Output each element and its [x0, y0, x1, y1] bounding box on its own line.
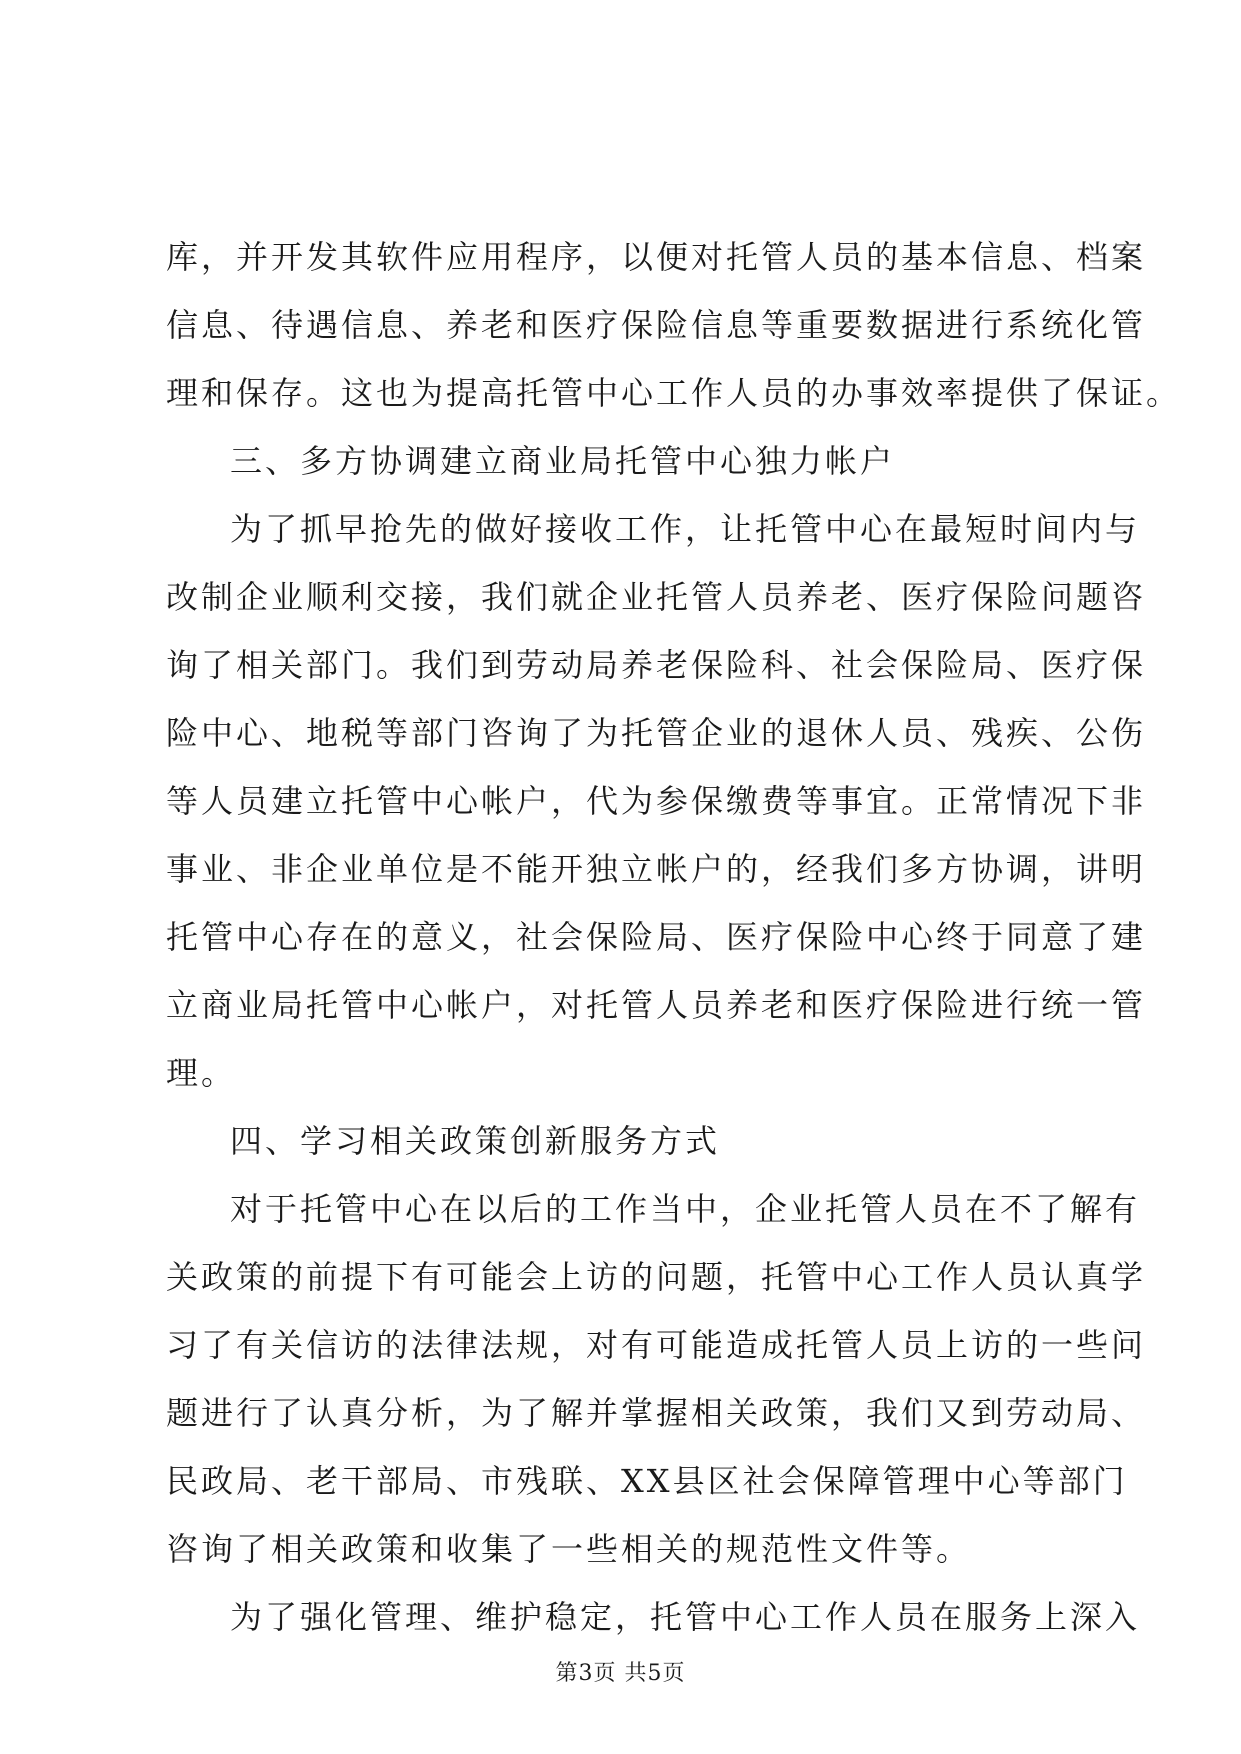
body-text-line: 对于托管中心在以后的工作当中，企业托管人员在不了解有: [230, 1190, 1141, 1228]
page-footer: 第3页 共5页: [555, 1661, 686, 1686]
section-heading-4: 四、学习相关政策创新服务方式: [230, 1122, 721, 1160]
body-text-line: 为了抓早抢先的做好接收工作，让托管中心在最短时间内与: [230, 510, 1141, 548]
body-text-line: 改制企业顺利交接，我们就企业托管人员养老、医疗保险问题咨: [166, 578, 1147, 616]
body-text-line: 信息、待遇信息、养老和医疗保险信息等重要数据进行系统化管: [166, 306, 1147, 344]
body-text-line: 库，并开发其软件应用程序，以便对托管人员的基本信息、档案: [166, 238, 1147, 276]
body-text-line: 习了有关信访的法律法规，对有可能造成托管人员上访的一些问: [166, 1326, 1147, 1364]
body-text-line: 立商业局托管中心帐户，对托管人员养老和医疗保险进行统一管: [166, 986, 1147, 1024]
body-text-line: 托管中心存在的意义，社会保险局、医疗保险中心终于同意了建: [166, 918, 1147, 956]
body-text-line: 险中心、地税等部门咨询了为托管企业的退休人员、残疾、公伤: [166, 714, 1147, 752]
body-text-line: 关政策的前提下有可能会上访的问题，托管中心工作人员认真学: [166, 1258, 1147, 1296]
body-text-line: 咨询了相关政策和收集了一些相关的规范性文件等。: [166, 1530, 972, 1568]
body-text-line: 询了相关部门。我们到劳动局养老保险科、社会保险局、医疗保: [166, 646, 1147, 684]
body-text-line: 民政局、老干部局、市残联、XX县区社会保障管理中心等部门: [166, 1462, 1128, 1500]
body-text-line: 理。: [166, 1054, 237, 1092]
body-text-line: 理和保存。这也为提高托管中心工作人员的办事效率提供了保证。: [166, 374, 1182, 412]
body-text-line: 等人员建立托管中心帐户，代为参保缴费等事宜。正常情况下非: [166, 782, 1147, 820]
body-text-line: 为了强化管理、维护稳定，托管中心工作人员在服务上深入: [230, 1598, 1141, 1636]
section-heading-3: 三、多方协调建立商业局托管中心独力帐户: [230, 442, 896, 480]
body-text-line: 题进行了认真分析，为了解并掌握相关政策，我们又到劳动局、: [166, 1394, 1147, 1432]
body-text-line: 事业、非企业单位是不能开独立帐户的，经我们多方协调，讲明: [166, 850, 1147, 888]
